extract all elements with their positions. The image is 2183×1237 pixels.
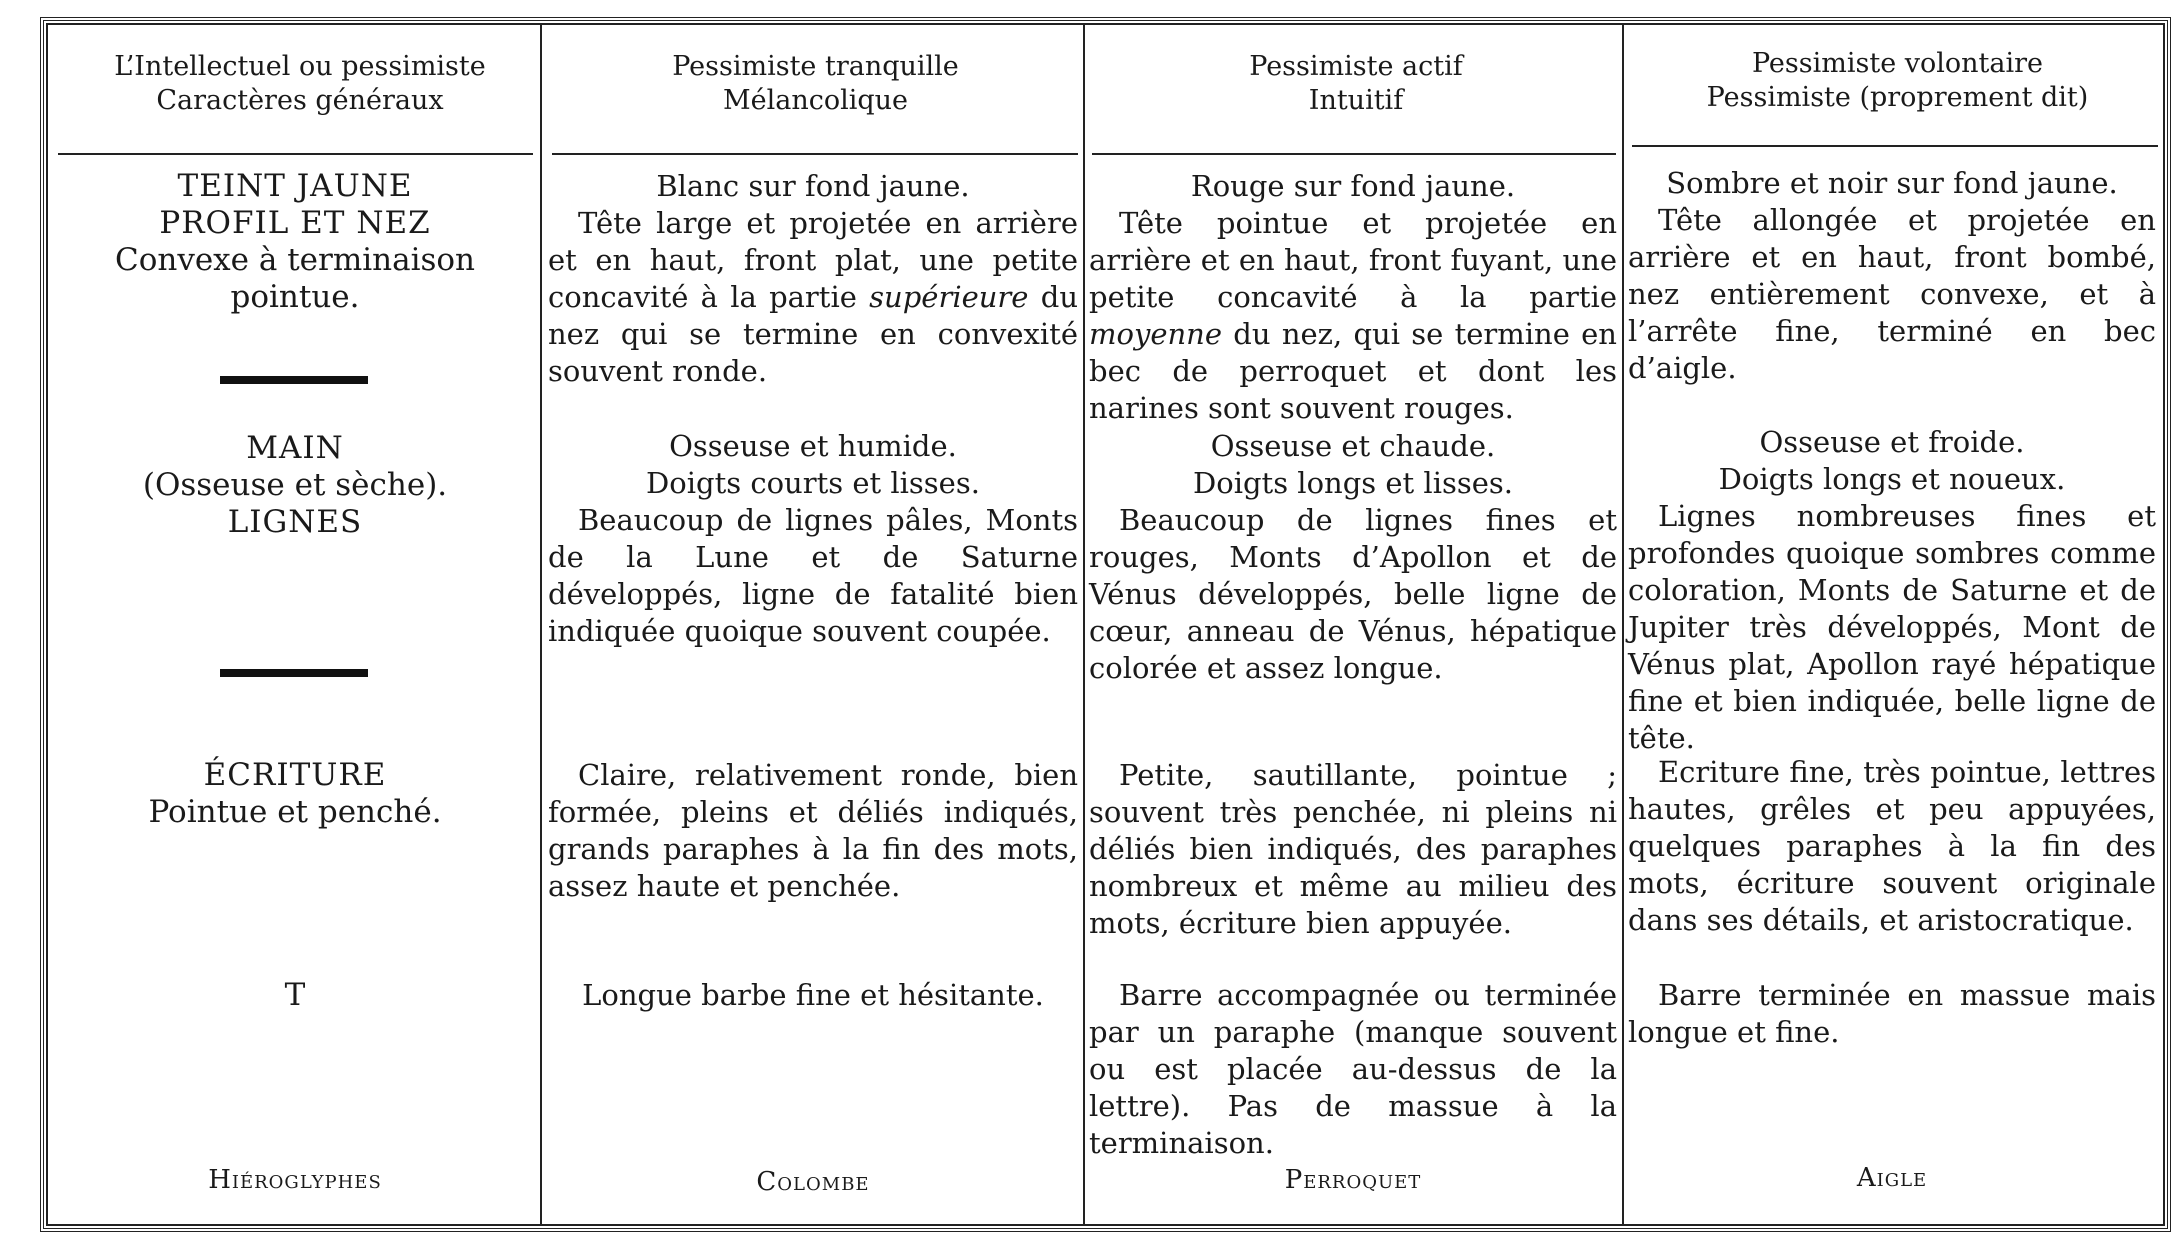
header-col1-line2: Caractères généraux [156, 85, 444, 116]
footer-col1: Hiéroglyphes [208, 1165, 382, 1195]
col1-ecriture-block [60, 757, 530, 831]
col4-main2: Doigts longs et noueux. [1718, 462, 2066, 496]
col4-main1: Osseuse et froide. [1759, 425, 2025, 459]
col1-t-block [60, 977, 530, 1014]
header-col3-line1: Pessimiste actif [1249, 51, 1463, 82]
header-col1 [60, 50, 540, 118]
header-col3 [1090, 50, 1622, 118]
col2-ecriture-block [548, 757, 1078, 905]
header-col3-line2: Intuitif [1308, 85, 1404, 116]
footer-col2: Colombe [756, 1167, 870, 1197]
col3-profil-b: du nez, qui se termine en bec de perroquet et dont les narines sont souvent rouges. [1089, 317, 1617, 425]
label-lignes: LIGNES [227, 504, 363, 540]
col3-profil-a: Tête pointue et projetée en arrière et en haut, front fuyant, une petite concavité à la partie [1089, 206, 1617, 314]
col2-ecriture: Claire, relativement ronde, bien formée, pleins et déliés indiqués, grands paraphes à la fin des mots, assez haute et penchée. [548, 758, 1078, 903]
col2-profil-a: Tête large et projetée en arrière et en haut, front plat, une petite concavité à la partie [548, 206, 1078, 314]
header-col4-line2: Pessimiste (proprement dit) [1706, 82, 2089, 113]
col3-t-block [1089, 977, 1617, 1162]
header-rule-col1 [58, 153, 533, 155]
footer-col4: Aigle [1856, 1163, 1928, 1193]
header-col2-line1: Pessimiste tranquille [672, 51, 959, 82]
footer-col3: Perroquet [1284, 1165, 1422, 1195]
label-main-desc: (Osseuse et sèche). [142, 467, 448, 503]
header-col2 [548, 50, 1083, 118]
column-divider-3 [1622, 25, 1624, 1224]
col3-ecriture: Petite, sautillante, pointue ; souvent très penchée, ni pleins ni déliés bien indiqués, des paraphes nombreux et même au milieu des mots, écriture bien appuyée. [1089, 758, 1617, 940]
col2-lignes: Beaucoup de lignes pâles, Monts de la Lune et de Saturne développés, ligne de fatalité bien indiquée quoique souvent coupée. [548, 503, 1078, 648]
col3-main2: Doigts longs et lisses. [1193, 466, 1513, 500]
col1-profil-block [60, 168, 530, 316]
col4-t: Barre terminée en massue mais longue et fine. [1628, 978, 2156, 1049]
col3-profil-em: moyenne [1089, 317, 1223, 351]
header-rule-col3 [1092, 153, 1616, 155]
col2-profil-block [548, 168, 1078, 390]
col4-ecriture-block [1628, 754, 2156, 939]
header-rule-col2 [552, 153, 1078, 155]
col2-profil [548, 205, 1078, 390]
label-main: MAIN [246, 430, 344, 466]
header-col1-line1: L’Intellectuel ou pessimiste [114, 51, 486, 82]
col4-ecriture: Ecriture fine, très pointue, lettres hautes, grêles et peu appuyées, quelques paraphes à la fin des mots, écriture souvent originale dans ses détails, et aristocratique. [1628, 755, 2156, 937]
col3-profil-block [1089, 168, 1617, 427]
label-profil-desc2: pointue. [230, 279, 360, 315]
col2-profil-em: supérieure [869, 280, 1029, 314]
col2-teint: Blanc sur fond jaune. [656, 169, 970, 203]
col4-teint: Sombre et noir sur fond jaune. [1666, 166, 2118, 200]
col4-main-block [1628, 424, 2156, 757]
col3-main-block [1089, 428, 1617, 687]
col3-t: Barre accompagnée ou terminée par un paraphe (manque souvent ou est placée au-dessus de la lettre). Pas de massue à la terminaison. [1089, 978, 1617, 1160]
column-divider-2 [1083, 25, 1085, 1224]
header-rule-col4 [1632, 145, 2158, 147]
col3-ecriture-block [1089, 757, 1617, 942]
col2-t: Longue barbe fine et hésitante. [582, 978, 1044, 1012]
col2-main2: Doigts courts et lisses. [646, 466, 980, 500]
separator-bar-1 [220, 376, 368, 384]
label-profil-desc: Convexe à terminaison [114, 242, 476, 278]
col4-profil: Tête allongée et projetée en arrière et en haut, front bombé, nez entièrement convexe, et à l’arrête fine, terminé en bec d’aigle. [1628, 203, 2156, 385]
header-col2-line2: Mélancolique [722, 85, 909, 116]
col4-lignes: Lignes nombreuses fines et profondes quoique sombres comme coloration, Monts de Saturne et de Jupiter très développés, Mont de Vénus plat, Apollon rayé hépatique fine et bien indiquée, belle ligne de tête. [1628, 499, 2156, 755]
col3-profil [1089, 205, 1617, 427]
col3-teint: Rouge sur fond jaune. [1190, 169, 1516, 203]
col2-profil-b: du nez qui se termine en convexité souvent ronde. [548, 280, 1078, 388]
column-divider-1 [540, 25, 542, 1224]
label-teint: TEINT JAUNE [177, 168, 413, 204]
label-profil: PROFIL ET NEZ [159, 205, 431, 241]
header-col4-line1: Pessimiste volontaire [1751, 48, 2044, 79]
col2-main-block [548, 428, 1078, 650]
label-ecriture-desc: Pointue et penché. [148, 794, 442, 830]
col2-main1: Osseuse et humide. [669, 429, 957, 463]
col2-t-block [548, 977, 1078, 1014]
col3-lignes: Beaucoup de lignes fines et rouges, Monts d’Apollon et de Vénus développés, belle ligne de cœur, anneau de Vénus, hépatique colorée et assez longue. [1089, 503, 1617, 685]
label-ecriture: ÉCRITURE [203, 757, 387, 793]
header-col4 [1630, 47, 2165, 115]
col4-profil-block [1628, 165, 2156, 387]
col3-main1: Osseuse et chaude. [1210, 429, 1496, 463]
col4-t-block [1628, 977, 2156, 1051]
col1-main-block [60, 430, 530, 541]
label-t: T [284, 977, 306, 1013]
separator-bar-2 [220, 669, 368, 677]
